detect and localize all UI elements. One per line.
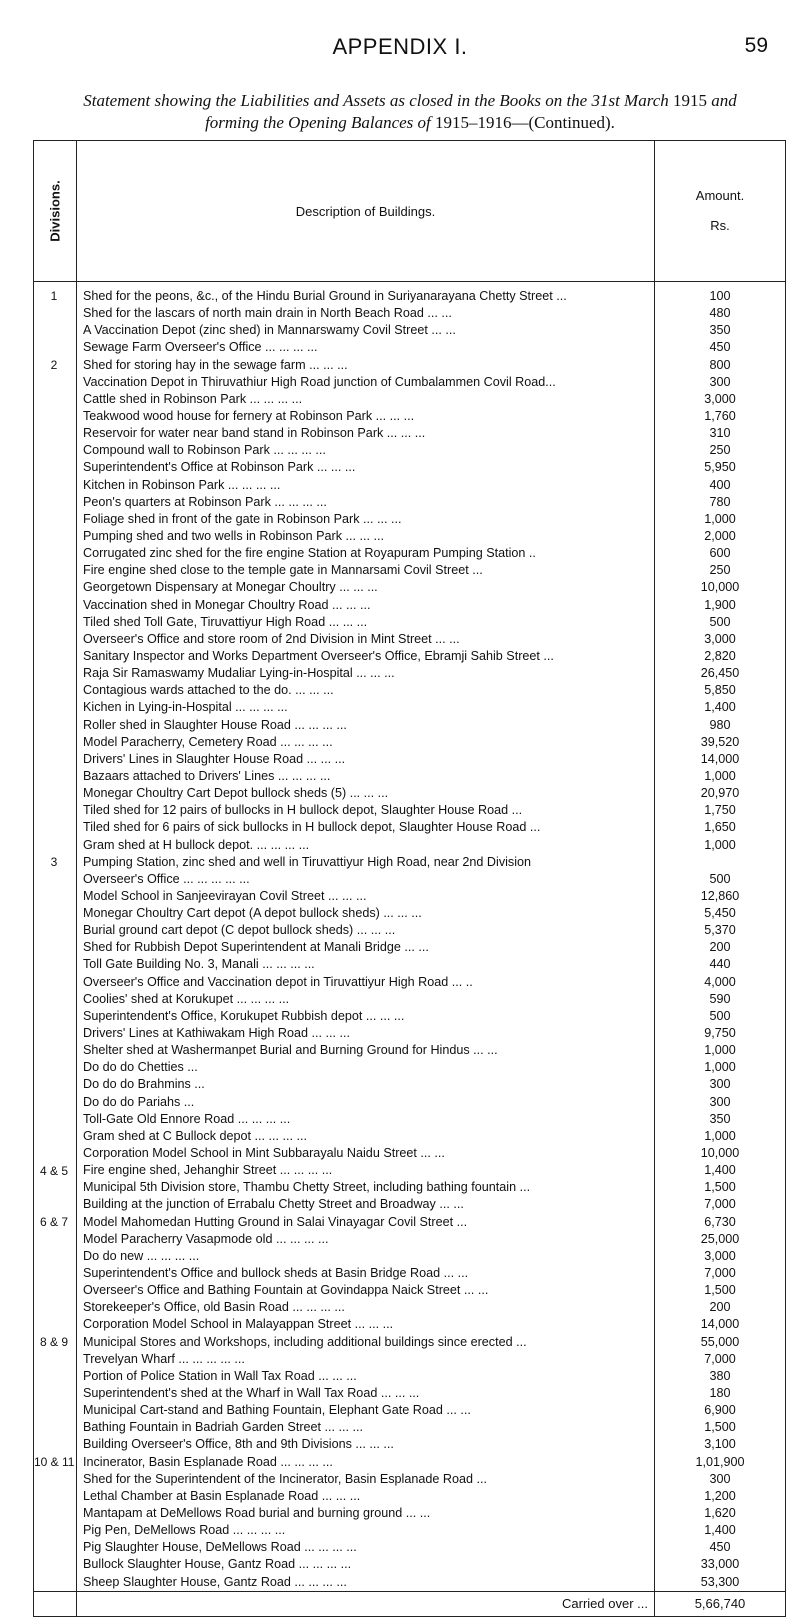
building-amount: 480 — [709, 306, 731, 321]
building-amount: 5,370 — [704, 923, 736, 938]
building-amount: 980 — [709, 717, 731, 732]
building-amount: 350 — [709, 323, 731, 338]
caption-period: 1915–1916—(Continued). — [435, 113, 615, 132]
building-amount: 780 — [709, 494, 731, 509]
building-description: Mantapam at DeMellows Road burial and burning ground ... ... — [83, 1505, 431, 1520]
building-amount: 450 — [709, 340, 731, 355]
table-header-row — [34, 141, 786, 282]
division-label: 4 & 5 — [39, 1163, 69, 1178]
building-description: Peon's quarters at Robinson Park ... ... ... ... — [83, 494, 327, 509]
building-amount: 1,500 — [704, 1420, 736, 1435]
building-description: Roller shed in Slaughter House Road ... ... ... ... — [83, 717, 347, 732]
building-description: Gram shed at C Bullock depot ... ... ... ... — [83, 1128, 307, 1143]
building-description: Pumping shed and two wells in Robinson Park ... ... ... — [83, 528, 385, 543]
building-description: Compound wall to Robinson Park ... ... ... ... — [83, 443, 326, 458]
total-amount-cell — [655, 1591, 786, 1616]
building-amount: 1,000 — [704, 768, 736, 783]
building-description: Tiled shed Toll Gate, Tiruvattiyur High Road ... ... ... — [83, 614, 368, 629]
building-description: Contagious wards attached to the do. ... ... ... — [83, 683, 334, 698]
building-amount: 25,000 — [700, 1231, 740, 1246]
building-amount: 1,650 — [704, 820, 736, 835]
building-amount: 14,000 — [700, 1317, 740, 1332]
statement-caption — [60, 90, 760, 134]
building-description: Bathing Fountain in Badriah Garden Street ... ... ... — [83, 1420, 364, 1435]
description-cell — [77, 282, 655, 1592]
building-description: Municipal 5th Division store, Thambu Chetty Street, including bathing fountain ... — [83, 1180, 531, 1195]
building-description: Trevelyan Wharf ... ... ... ... ... — [83, 1351, 245, 1366]
building-description: Overseer's Office and Vaccination depot in Tiruvattiyur High Road ... .. — [83, 974, 473, 989]
building-description: Shelter shed at Washermanpet Burial and Burning Ground for Hindus ... ... — [83, 1043, 498, 1058]
building-amount: 400 — [709, 477, 731, 492]
building-description: Portion of Police Station in Wall Tax Road ... ... ... — [83, 1368, 357, 1383]
building-amount: 7,000 — [704, 1197, 736, 1212]
building-amount: 20,970 — [700, 786, 740, 801]
building-description: A Vaccination Depot (zinc shed) in Mannarswamy Covil Street ... ... — [83, 323, 456, 338]
table-body-row — [34, 282, 786, 1592]
building-description: Toll-Gate Old Ennore Road ... ... ... ... — [83, 1111, 291, 1126]
building-description: Shed for the peons, &c., of the Hindu Burial Ground in Suriyanarayana Chetty Street ... — [83, 289, 567, 303]
amount-list — [655, 282, 785, 1591]
building-amount: 1,760 — [704, 408, 736, 423]
building-amount: 3,000 — [704, 1248, 736, 1263]
building-amount: 800 — [709, 357, 731, 372]
building-amount: 9,750 — [704, 1026, 736, 1041]
building-description: Burial ground cart depot (C depot bullock sheds) ... ... ... — [83, 923, 396, 938]
building-description: Model Paracherry Vasapmode old ... ... ... ... — [83, 1231, 329, 1246]
building-description: Vaccination Depot in Thiruvathiur High Road junction of Cumbalammen Covil Road... — [83, 374, 556, 389]
building-amount: 14,000 — [700, 751, 740, 766]
division-label: 1 — [50, 289, 58, 303]
building-amount: 12,860 — [700, 888, 740, 903]
building-amount: 380 — [709, 1368, 731, 1383]
building-amount: 1,000 — [704, 837, 736, 852]
building-description: Fire engine shed, Jehanghir Street ... ... ... ... — [83, 1163, 333, 1178]
building-description: Georgetown Dispensary at Monegar Choultry ... ... ... — [83, 580, 378, 595]
building-description: Monegar Choultry Cart depot (A depot bullock sheds) ... ... ... — [83, 906, 422, 921]
carried-over-label: Carried over ... — [562, 1595, 648, 1611]
building-description: Corrugated zinc shed for the fire engine Station at Royapuram Pumping Station .. — [83, 546, 536, 561]
building-amount: 500 — [709, 1008, 731, 1023]
building-amount: 300 — [709, 1471, 731, 1486]
building-description: Gram shed at H bullock depot. ... ... ... ... — [83, 837, 310, 852]
building-description: Sheep Slaughter House, Gantz Road ... ... ... ... — [83, 1574, 347, 1589]
amount-cell — [655, 282, 786, 1592]
building-amount: 1,750 — [704, 803, 736, 818]
building-amount: 10,000 — [700, 1146, 740, 1161]
building-description: Reservoir for water near band stand in Robinson Park ... ... ... — [83, 426, 426, 441]
building-amount: 590 — [709, 991, 731, 1006]
building-description: Shed for Rubbish Depot Superintendent at Manali Bridge ... ... — [83, 940, 429, 955]
division-label: 8 & 9 — [39, 1335, 69, 1350]
building-description: Pumping Station, zinc shed and well in Tiruvattiyur High Road, near 2nd Division — [83, 854, 532, 869]
building-amount: 33,000 — [700, 1557, 740, 1572]
building-amount: 180 — [709, 1386, 731, 1400]
building-amount: 1,500 — [704, 1180, 736, 1195]
building-description: Coolies' shed at Korukupet ... ... ... ... — [83, 991, 290, 1006]
building-description: Vaccination shed in Monegar Choultry Road ... ... ... — [83, 597, 371, 612]
building-description: Do do do Brahmins ... — [83, 1077, 205, 1092]
building-amount: 1,200 — [704, 1488, 736, 1503]
building-amount: 300 — [709, 1094, 731, 1109]
building-amount: 1,01,900 — [695, 1454, 745, 1469]
building-description: Storekeeper's Office, old Basin Road ... ... ... ... — [83, 1300, 345, 1315]
division-label: 10 & 11 — [34, 1455, 75, 1470]
building-amount: 3,000 — [704, 391, 736, 406]
building-description: Incinerator, Basin Esplanade Road ... ... ... ... — [83, 1454, 333, 1469]
building-amount: 200 — [709, 940, 731, 955]
building-description: Drivers' Lines at Kathiwakam High Road ... ... ... — [83, 1026, 350, 1041]
building-amount: 55,000 — [700, 1334, 740, 1349]
caption-year: 1915 — [673, 91, 707, 110]
building-description: Superintendent's Office at Robinson Park ... ... ... — [83, 460, 356, 475]
building-amount: 250 — [709, 443, 731, 458]
building-amount: 1,900 — [704, 597, 736, 612]
divisions-cell — [34, 282, 77, 1592]
building-description: Bazaars attached to Drivers' Lines ... ... ... ... — [83, 768, 331, 783]
building-description: Kichen in Lying-in-Hospital ... ... ... ... — [83, 700, 288, 715]
building-description: Pig Pen, DeMellows Road ... ... ... ... — [83, 1523, 286, 1538]
building-description: Pig Slaughter House, DeMellows Road ... ... ... ... — [83, 1540, 357, 1555]
building-amount: 5,950 — [704, 460, 736, 475]
total-row — [34, 1591, 786, 1616]
divisions-column — [34, 282, 76, 1470]
amount-unit-label: Rs. — [710, 218, 730, 233]
building-description: Cattle shed in Robinson Park ... ... ... ... — [83, 391, 303, 406]
building-description: Municipal Cart-stand and Bathing Fountain, Elephant Gate Road ... ... — [83, 1403, 471, 1418]
building-amount: 350 — [709, 1111, 731, 1126]
building-amount: 4,000 — [704, 974, 736, 989]
total-label-cell — [77, 1591, 655, 1616]
building-description: Shed for the Superintendent of the Incinerator, Basin Esplanade Road ... — [83, 1471, 487, 1486]
building-amount: 39,520 — [700, 734, 740, 749]
building-description: Lethal Chamber at Basin Esplanade Road ... ... ... — [83, 1488, 361, 1503]
building-amount: 1,400 — [704, 1523, 736, 1538]
building-amount: 3,000 — [704, 631, 736, 646]
building-description: Teakwood wood house for fernery at Robinson Park ... ... ... — [83, 408, 415, 423]
building-amount: 300 — [709, 1077, 731, 1092]
building-amount: 5,850 — [704, 683, 736, 698]
building-amount: 450 — [709, 1540, 731, 1555]
building-amount: 200 — [709, 1300, 731, 1315]
building-amount: 53,300 — [700, 1574, 740, 1589]
building-amount: 6,730 — [704, 1214, 736, 1229]
building-description: Monegar Choultry Cart Depot bullock sheds (5) ... ... ... — [83, 786, 389, 801]
divisions-header — [34, 141, 77, 282]
building-description: Corporation Model School in Malayappan Street ... ... ... — [83, 1317, 394, 1332]
building-description: Sewage Farm Overseer's Office ... ... ... ... — [83, 340, 318, 355]
building-description: Raja Sir Ramaswamy Mudaliar Lying-in-Hospital ... ... ... — [83, 666, 395, 681]
building-amount: 310 — [709, 426, 731, 441]
building-amount: 440 — [709, 957, 731, 972]
building-description: Toll Gate Building No. 3, Manali ... ... ... ... — [83, 957, 315, 972]
building-description: Tiled shed for 12 pairs of bullocks in H bullock depot, Slaughter House Road ... — [83, 803, 523, 818]
building-description: Do do do Chetties ... — [83, 1060, 198, 1075]
building-amount: 7,000 — [704, 1266, 736, 1281]
appendix-title: APPENDIX I. — [332, 34, 468, 59]
building-amount — [655, 854, 785, 871]
building-amount: 500 — [709, 871, 731, 886]
building-description: Corporation Model School in Mint Subbarayalu Naidu Street ... ... — [83, 1146, 445, 1161]
building-amount: 1,000 — [704, 1060, 736, 1075]
building-description: Building Overseer's Office, 8th and 9th Divisions ... ... ... — [83, 1437, 394, 1452]
building-description: Municipal Stores and Workshops, including additional buildings since erected ... — [83, 1334, 527, 1349]
division-label: 2 — [50, 357, 58, 372]
building-description: Overseer's Office ... ... ... ... ... — [83, 871, 250, 886]
building-amount: 2,820 — [704, 648, 736, 663]
building-amount: 1,500 — [704, 1283, 736, 1298]
building-amount: 10,000 — [700, 580, 740, 595]
page-number: 59 — [744, 34, 768, 57]
building-description: Fire engine shed close to the temple gate in Mannarsami Covil Street ... — [83, 563, 483, 578]
building-amount: 26,450 — [700, 666, 740, 681]
building-description: Shed for storing hay in the sewage farm ... ... ... — [83, 357, 348, 372]
building-description: Building at the junction of Errabalu Chetty Street and Broadway ... ... — [83, 1197, 464, 1212]
caption-line2-text: forming the Opening Balances of — [205, 113, 431, 132]
building-description: Superintendent's Office, Korukupet Rubbish depot ... ... ... — [83, 1008, 405, 1023]
building-description: Shed for the lascars of north main drain in North Beach Road ... ... — [83, 306, 452, 321]
building-amount: 1,000 — [704, 1128, 736, 1143]
building-amount: 600 — [709, 546, 731, 561]
building-amount: 300 — [709, 374, 731, 389]
building-description: Overseer's Office and store room of 2nd Division in Mint Street ... ... — [83, 631, 460, 646]
building-description: Foliage shed in front of the gate in Robinson Park ... ... ... — [83, 511, 402, 526]
building-amount: 1,620 — [704, 1505, 736, 1520]
building-description: Bullock Slaughter House, Gantz Road ... ... ... ... — [83, 1557, 352, 1572]
division-label: 3 — [50, 854, 58, 869]
building-amount: 6,900 — [704, 1403, 736, 1418]
division-label: 6 & 7 — [39, 1215, 69, 1230]
building-description: Do do do Pariahs ... — [83, 1094, 195, 1109]
building-description: Superintendent's Office and bullock sheds at Basin Bridge Road ... ... — [83, 1266, 469, 1281]
building-description: Do do new ... ... ... ... — [83, 1248, 200, 1263]
buildings-table — [33, 140, 786, 1617]
building-description: Sanitary Inspector and Works Department Overseer's Office, Ebramji Sahib Street ... — [83, 648, 554, 663]
building-description: Tiled shed for 6 pairs of sick bullocks in H bullock depot, Slaughter House Road ... — [83, 820, 541, 835]
building-description: Drivers' Lines in Slaughter House Road ... ... ... — [83, 751, 346, 766]
building-amount: 7,000 — [704, 1351, 736, 1366]
total-div-cell — [34, 1591, 77, 1616]
building-amount: 100 — [709, 289, 731, 303]
description-header: Description of Buildings. — [77, 141, 655, 282]
description-list — [77, 282, 654, 1591]
building-amount: 2,000 — [704, 528, 736, 543]
building-amount: 1,400 — [704, 700, 736, 715]
caption-line1-tail: and — [711, 91, 737, 110]
amount-header-label: Amount. — [695, 188, 745, 203]
building-amount: 3,100 — [704, 1437, 736, 1452]
building-description: Model Paracherry, Cemetery Road ... ... ... ... — [83, 734, 333, 749]
divisions-header-label: Divisions. — [47, 180, 63, 242]
page-header — [0, 34, 800, 60]
caption-line1-text: Statement showing the Liabilities and Assets as closed in the Books on the 31st March — [83, 91, 669, 110]
building-amount: 1,000 — [704, 511, 736, 526]
amount-header — [655, 141, 786, 282]
building-description: Overseer's Office and Bathing Fountain at Govindappa Naick Street ... ... — [83, 1283, 489, 1298]
building-amount: 250 — [709, 563, 731, 578]
building-amount: 1,000 — [704, 1043, 736, 1058]
building-amount: 5,450 — [704, 906, 736, 921]
building-description: Kitchen in Robinson Park ... ... ... ... — [83, 477, 281, 492]
carried-over-amount: 5,66,740 — [694, 1595, 746, 1611]
building-description: Model School in Sanjeevirayan Covil Street ... ... ... — [83, 888, 367, 903]
building-description: Model Mahomedan Hutting Ground in Salai Vinayagar Covil Street ... — [83, 1214, 468, 1229]
building-description: Superintendent's shed at the Wharf in Wall Tax Road ... ... ... — [83, 1386, 420, 1400]
building-amount: 1,400 — [704, 1163, 736, 1178]
building-amount: 500 — [709, 614, 731, 629]
